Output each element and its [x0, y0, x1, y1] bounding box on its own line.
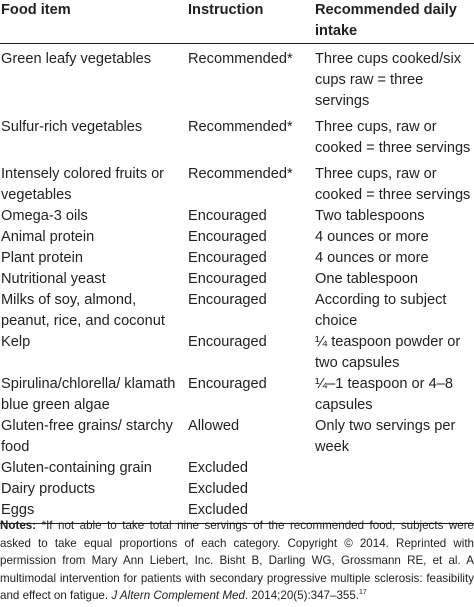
food-cell: Milks of soy, almond, peanut, rice, and coconut	[1, 292, 165, 329]
food-cell: Omega-3 oils	[1, 208, 88, 224]
intake-cell: One tablespoon	[315, 271, 419, 287]
food-cell: Gluten-free grains/ starchy food	[1, 418, 173, 455]
table-row	[0, 458, 474, 479]
instruction-cell: Encouraged	[188, 334, 267, 350]
instruction-cell: Recommended*	[188, 51, 293, 67]
table-row	[0, 227, 474, 248]
food-cell: Sulfur-rich vegetables	[1, 119, 143, 135]
intake-cell: 4 ounces or more	[315, 229, 429, 245]
instruction-cell: Excluded	[184, 500, 312, 524]
intake-cell: 4 ounces or more	[315, 250, 429, 266]
table-row	[0, 159, 474, 206]
header-recommended-intake: Recommended daily intake	[312, 0, 474, 44]
instruction-cell: Recommended*	[188, 119, 293, 135]
table-row	[0, 416, 474, 458]
instruction-cell: Encouraged	[188, 208, 267, 224]
intake-cell	[312, 479, 474, 500]
instruction-cell: Encouraged	[188, 376, 267, 392]
header-food-item: Food item	[0, 0, 184, 44]
header-instruction: Instruction	[184, 0, 312, 44]
intake-cell: Only two servings per week	[315, 418, 456, 455]
food-cell: Gluten-containing grain	[1, 460, 152, 476]
instruction-cell: Encouraged	[188, 292, 267, 308]
intake-cell	[312, 458, 474, 479]
intake-cell: ¼ teaspoon powder or two capsules	[315, 334, 461, 371]
intake-cell: According to subject choice	[315, 292, 447, 329]
table-row	[0, 112, 474, 159]
intake-cell: Two tablespoons	[315, 208, 425, 224]
intake-cell: Three cups, raw or cooked = three servings	[315, 119, 471, 156]
instruction-cell: Encouraged	[188, 229, 267, 245]
food-cell: Animal protein	[1, 229, 95, 245]
instruction-cell: Excluded	[188, 460, 249, 476]
reference-number: 17	[359, 589, 367, 597]
citation-details: . 2014;20(5):347–355.	[244, 589, 360, 603]
table-row	[0, 374, 474, 416]
table-row	[0, 44, 474, 113]
food-cell: Nutritional yeast	[1, 271, 106, 287]
table-row	[0, 290, 474, 332]
table-row	[0, 248, 474, 269]
table-notes	[0, 517, 474, 605]
instruction-cell: Recommended*	[188, 166, 293, 182]
food-cell: Spirulina/chlorella/ klamath blue green algae	[1, 376, 176, 413]
notes-label: Notes:	[0, 519, 37, 532]
instruction-cell: Allowed	[188, 418, 240, 434]
instruction-cell: Excluded	[188, 481, 249, 497]
food-cell: Green leafy vegetables	[1, 51, 152, 67]
table-row	[0, 269, 474, 290]
table-row	[0, 206, 474, 227]
table-row	[0, 332, 474, 374]
header-row	[0, 0, 474, 44]
instruction-cell: Encouraged	[188, 271, 267, 287]
intake-cell: Three cups, raw or cooked = three servings	[315, 166, 471, 203]
food-cell: Dairy products	[1, 481, 96, 497]
food-cell: Plant protein	[1, 250, 83, 266]
food-cell: Kelp	[1, 334, 31, 350]
instruction-cell: Encouraged	[188, 250, 267, 266]
notes-text: *If not able to take total nine servings of the recommended food, subjects were asked to take equal proportions of each category. Copyright © 2014. Reprinted with permission from Mary Ann Liebert, Inc. Bisht B, Darling WG, Grossmann RE, et al. A multimodal intervention for patients with secondary progressive multiple sclerosis: feasibility and effect on fatigue.	[0, 519, 474, 603]
intake-cell: ¼–1 teaspoon or 4–8 capsules	[315, 376, 453, 413]
food-cell: Eggs	[0, 500, 184, 524]
journal-name: J Altern Complement Med	[111, 589, 245, 603]
intake-cell: Three cups cooked/six cups raw = three servings	[315, 51, 462, 109]
food-cell: Intensely colored fruits or vegetables	[1, 166, 165, 203]
table-row	[0, 479, 474, 500]
